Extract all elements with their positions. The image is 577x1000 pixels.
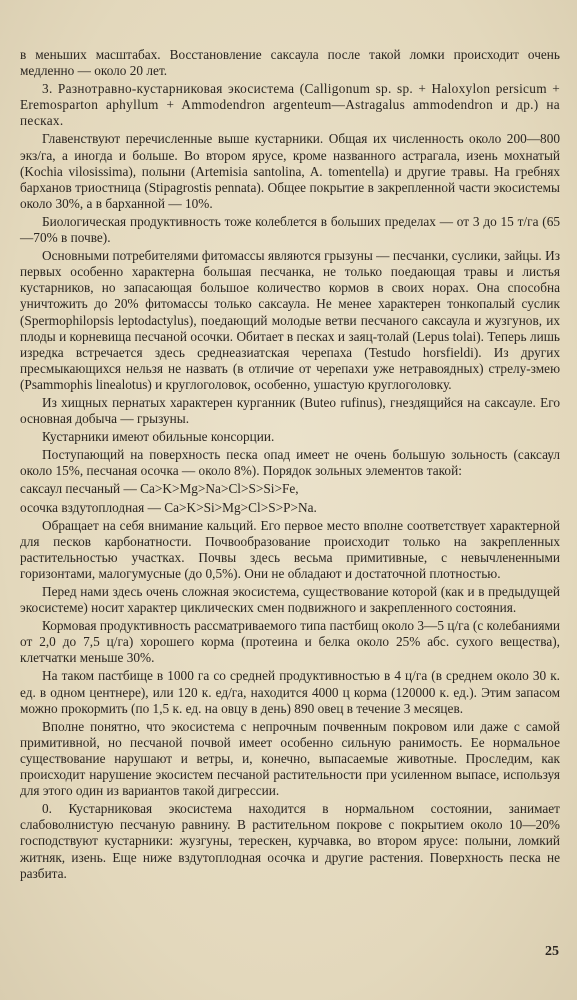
paragraph-dominant-shrubs: Главенствуют перечисленные выше кустарники. Общая их численность около 200—800 экз/га, а иногда и больше. Во втором ярусе, кроме названного астрагала, изень мохнатый (Kochia vilosissima), полыни (Artemisia santolina, A. tomentella) и другие травы. На гребнях барханов триостница (Stipagrostis pennata). Общее покрытие в закрепленной части экосистемы около 30%, а в барханной — 10%. xyxy=(20,131,560,211)
paragraph-pasture-calc: На таком пастбище в 1000 га со средней продуктивностью в 4 ц/га (в среднем около 30 к. ед. в одном центнере), или 120 к. ед/га, находится 4000 ц корма (120000 к. ед.). Этим запасом можно прокормить (по 1,5 к. ед. на овцу в день) 890 овец в течение 3 месяцев. xyxy=(20,668,560,716)
paragraph-predators: Из хищных пернатых характерен курганник (Buteo rufinus), гнездящийся на саксауле. Его основная добыча — грызуны. xyxy=(20,394,560,427)
body-text xyxy=(20,47,560,884)
paragraph-ecosystem-3-heading: 3. Разнотравно-кустарниковая экосистема (Calligonum sp. sp. + Haloxylon persicum + Eremosparton aphyllum + Ammodendron argenteum—Astragalus ammodendron и др.) на песках. xyxy=(20,81,560,129)
page-number: 25 xyxy=(545,944,559,959)
paragraph-stage-0: 0. Кустарниковая экосистема находится в нормальном состоянии, занимает слабоволнистую песчаную равнину. В растительном покрове с покрытием около 10—20% господствуют кустарники: жузгуны, терескен, курчавка, во втором ярусе: полыни, ломкий житняк, изень. Еще ниже вздутоплодная осочка и другие растения. Поверхность песка не разбита. xyxy=(20,801,560,881)
paragraph-vulnerability: Вполне понятно, что экосистема с непрочным почвенным покровом или даже с самой примитивной, но песчаной почвой имеет особенно сильную ранимость. Ее нормальное существование нарушают и ветры, и, конечно, выпасаемые животные. Проследим, как происходит нарушение экосистем песчаной растительности при усиленном выпасе, используя для этого один из вариантов такой дигрессии. xyxy=(20,718,560,799)
paragraph-complex-ecosystem: Перед нами здесь очень сложная экосистема, существование которой (как и в предыдущей экосистеме) носит характер циклических смен подвижного и закрепленного состояния. xyxy=(20,584,560,616)
paragraph-ash-content: Поступающий на поверхность песка опад имеет не очень большую зольность (саксаул около 15%, песчаная осочка — около 8%). Порядок зольных элементов такой: xyxy=(20,447,560,479)
formula-sedge: осочка вздутоплодная — Ca>K>Si>Mg>Cl>S>P>Na. xyxy=(20,499,317,515)
paragraph-forage-productivity: Кормовая продуктивность рассматриваемого типа пастбищ около 3—5 ц/га (с колебаниями от 2,0 до 7,5 ц/га) хорошего корма (протеина и белка около 25% абс. сухого вещества), клетчатки меньше 30%. xyxy=(20,618,560,666)
paragraph-calcium: Обращает на себя внимание кальций. Его первое место вполне соответствует характерной для песков карбонатности. Почвообразование происходит только на закрепленных растительностью участках. Почвы здесь весьма примитивные, с невычлененными горизонтами, малогумусные (до 0,5%). Они не обладают и достаточной плотностью. xyxy=(20,517,560,581)
paragraph-continuation: в меньших масштабах. Восстановление саксаула после такой ломки происходит очень медленно — около 20 лет. xyxy=(20,47,560,79)
paragraph-bio-productivity: Биологическая продуктивность тоже колеблется в больших пределах — от 3 до 15 т/га (65—70% в почве). xyxy=(20,213,560,246)
paragraph-consumers: Основными потребителями фитомассы являются грызуны — песчанки, суслики, зайцы. Из первых особенно характерна большая песчанка, не только поедающая травы и листья кустарников, но запасающая большое количество кормов в своих норах. Она способна уничтожить до 20% фитомассы только саксаула. Не менее характерен тонкопалый суслик (Spermophilopsis leptodactylus), поедающий молодые ветви песчаного саксаула и жузгунов, их плоды и корневища песчаной осочки. Обитает в песках и заяц-толай (Lepus tolai). Теперь лишь изредка встречается здесь среднеазиатская черепаха (Testudo horsfieldi). Из других пресмыкающихся нельзя не назвать (в отличие от черепахи уже нетравоядных) стрелу-змею (Psammophis linealotus) и круглоголовок, особенно, ушастую круглоголовку. xyxy=(20,248,560,392)
paragraph-consortia: Кустарники имеют обильные консорции. xyxy=(42,429,275,445)
formula-saxaul: саксаул песчаный — Ca>K>Mg>Na>Cl>S>Si>Fe, xyxy=(20,481,299,497)
